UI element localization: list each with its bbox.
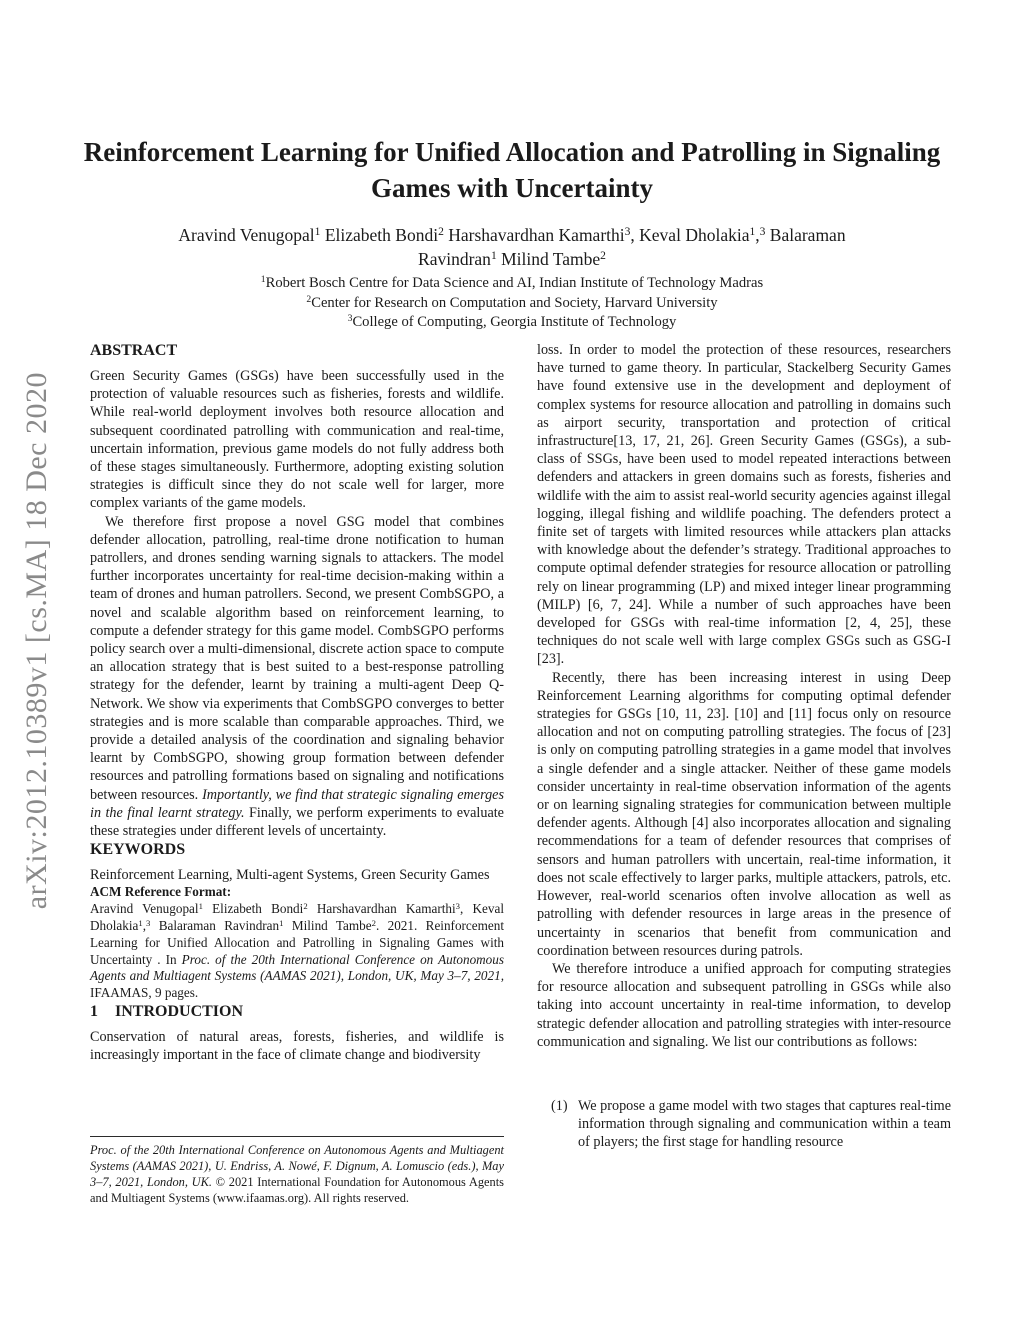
conference-footnote — [90, 1136, 504, 1207]
keywords-heading: KEYWORDS — [90, 841, 186, 859]
paper-title: Reinforcement Learning for Unified Allocation and Patrolling in Signaling Games with Uncertainty — [83, 137, 941, 203]
list-item-marker: (1) — [551, 1097, 568, 1114]
arxiv-watermark — [14, 328, 60, 953]
affiliation-block — [0, 274, 1024, 333]
acm-reference-text: Aravind Venugopal$^1$ Elizabeth Bondi$^2$ Harshavardhan Kamarthi$^3$, Keval Dholakia$^1$,$^3$ Balaraman Ravindran$^1$ Milind Tambe$^2$. 2021. Reinforcement Learning for Unified Allocation and Patrolling in Signaling Games with Uncertainty . In Proc. of the 20th International Conference on Autonomous Agents and Multiagent Systems (AAMAS 2021), London, UK, May 3–7, 2021, IFAAMAS, 9 pages. — [90, 901, 505, 1001]
affiliation-line-2: $^2$Center for Research on Computation and Society, Harvard University — [306, 293, 718, 311]
two-column-body — [90, 341, 951, 1207]
left-column — [90, 341, 504, 1207]
section-heading-introduction — [90, 1002, 504, 1022]
arxiv-watermark-text: arXiv:2012.10389v1 [cs.MA] 18 Dec 2020 — [20, 371, 53, 910]
intro-paragraph: Conservation of natural areas, forests, fisheries, and wildlife is increasingly important in the face of climate change and biodiversity — [90, 1029, 504, 1064]
affiliation-line-3: $^3$College of Computing, Georgia Institute of Technology — [347, 313, 677, 330]
affiliation-line-1: $^1$Robert Bosch Centre for Data Science and AI, Indian Institute of Technology Madras — [260, 274, 764, 291]
footnote-text: Proc. of the 20th International Conference on Autonomous Agents and Multiagent Systems (AAMAS 2021), U. Endriss, A. Nowé, F. Dignum, A. Lomuscio (eds.), May 3–7, 2021, London, UK. © 2021 International Foundation for Autonomous Agents and Multiagent Systems (www.ifaamas.org). All rights reserved. — [90, 1143, 504, 1206]
acm-reference-heading: ACM Reference Format: — [90, 884, 232, 900]
abstract-heading: ABSTRACT — [90, 342, 178, 359]
footnote-rule — [90, 1136, 504, 1137]
author-block — [0, 223, 1024, 271]
paper-header — [0, 0, 1024, 333]
body-paragraph: We therefore introduce a unified approach for computing strategies for resource allocation and subsequent patrolling in GSGs while also taking into account uncertainty in real-time information, to develop strategic defender allocation and patrolling strategies with inter-resource communication and signaling. We list our contributions as follows: — [537, 960, 951, 1050]
body-paragraph: Recently, there has been increasing interest in using Deep Reinforcement Learning algorithms for computing optimal defender strategies for GSGs [10, 11, 23]. [10] and [11] focus only on resource allocation and not on computing patrolling strategies. The focus of [23] is only on computing patrolling strategies in a game model that involves a single defender and a single attacker. Neither of these game models consider uncertainty in real-time observation information of the agents or on learning signaling strategies for communication between multiple defender agents. Although [4] also incorporates allocation and signaling recommendations for a team of defender resources that comprises of sensors and human patrollers with uncertain, real-time information, it does not scale effectively to larger parks, multiple attackers, patrols, etc. However, real-world scenarios often involve allocation as well as patrolling with defender resources in large areas in the presence of uncertainty in scenarios that benefit from communication and coordination between resources during patrols. — [537, 669, 951, 959]
section-number: 1 — [90, 1003, 98, 1021]
body-paragraph: loss. In order to model the protection of these resources, researchers have turned to game theory. In particular, Stackelberg Security Games have found extensive use in the development and deployment of complex systems for resource allocation and patrolling in domains such as airport security, transportation and protection of critical infrastructure[13, 17, 21, 26]. Green Security Games (GSGs), a sub-class of SSGs, have been used to model repeated interactions between defenders and attackers in green domains such as forests, fisheries and wildlife with the aim to assist real-world security agencies against illegal logging, illegal fishing and wildlife poaching. The defenders protect a finite set of targets with limited resources while attackers plan attacks with knowledge about the defender’s strategy. Traditional approaches to compute optimal defender strategies for resource allocation or patrolling rely on linear programming (LP) and mixed integer linear programming (MILP) [6, 7, 24]. While a number of such approaches have been developed for GSGs with real-time information [2, 4, 25], these techniques do not scale well with large complex GSGs such as GSG-I [23]. — [537, 342, 951, 668]
contribution-list-item — [537, 1097, 951, 1152]
section-title: INTRODUCTION — [115, 1003, 244, 1021]
list-item-text: We propose a game model with two stages that captures real-time information through signaling and communication within a team of players; the first stage for handling resource — [578, 1097, 951, 1151]
right-column — [537, 341, 951, 1207]
authors-line-1: Aravind Venugopal$^1$ Elizabeth Bondi$^2$ Harshavardhan Kamarthi$^3$, Keval Dholakia$^1$,$^3$ Balaraman — [178, 225, 846, 245]
abstract-paragraph: Green Security Games (GSGs) have been successfully used in the protection of valuable resources such as fisheries, forests and wildlife. While real-world deployment involves both resource allocation and subsequent coordinated patrolling with communication and real-time, uncertain information, previous game models do not fully address both of these stages simultaneously. Furthermore, adopting existing solution strategies is difficult since they do not scale well for larger, more complex variants of the game models. — [90, 368, 504, 512]
abstract-paragraph: We therefore first propose a novel GSG model that combines defender allocation, patrolling, real-time drone notification to human patrollers, and drones sending warning signals to attackers. The model further incorporates uncertainty for real-time decision-making within a team of drones and human patrollers. Second, we present CombSGPO, a novel and scalable algorithm based on reinforcement learning, to compute a defender strategy for this game model. CombSGPO performs policy search over a multi-dimensional, discrete action space to compute an allocation strategy that is best suited to a best-response patrolling strategy for the defender, learnt by training a multi-agent Deep Q-Network. We show via experiments that CombSGPO converges to better strategies and is more scalable than comparable approaches. Third, we provide a detailed analysis of the coordination and signaling behavior learnt by CombSGPO, showing group formation between defender resources and patrolling formations based on signaling and notifications between resources. Importantly, we find that strategic signaling emerges in the final learnt strategy. Finally, we perform experiments to evaluate these strategies under different levels of uncertainty. — [90, 513, 504, 840]
authors-line-2: Ravindran$^1$ Milind Tambe$^2$ — [418, 249, 606, 269]
keywords-text: Reinforcement Learning, Multi-agent Systems, Green Security Games — [90, 867, 490, 884]
